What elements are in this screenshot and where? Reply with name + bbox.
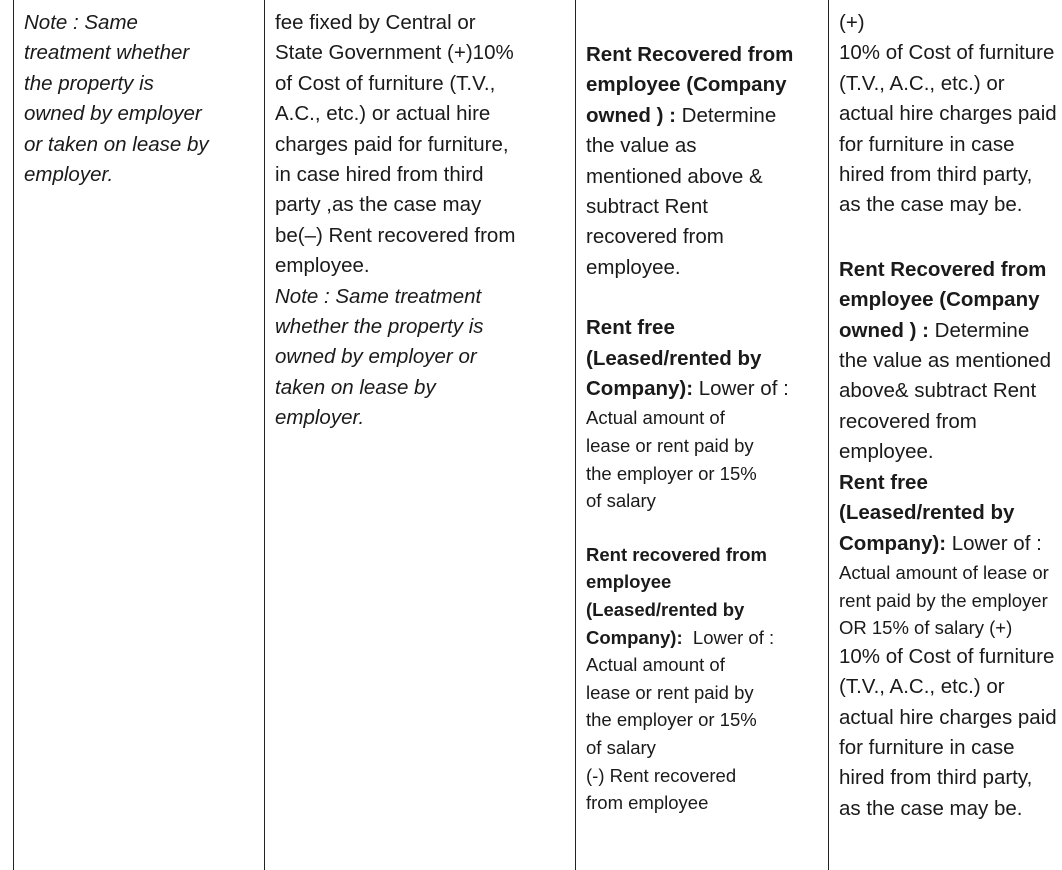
text-line: employer.: [275, 406, 365, 430]
text-line: Note : Same treatment: [275, 284, 482, 308]
block-heading: (Leased/rented by: [586, 346, 762, 370]
text-line: of salary: [586, 737, 656, 758]
text-line: (T.V., A.C., etc.) or: [839, 71, 1005, 95]
text-line: State Government (+)10%: [275, 41, 514, 65]
text-line: owned by employer: [24, 102, 202, 126]
spacer: [586, 283, 822, 313]
spacer: [586, 515, 822, 541]
text-line: for furniture in case: [839, 735, 1015, 759]
text-line: party ,as the case may: [275, 193, 482, 217]
text-line: Lower of :: [693, 377, 789, 401]
col1-note: [24, 8, 258, 190]
col3-block-company-owned: [586, 40, 822, 283]
block-heading: (Leased/rented by: [839, 501, 1015, 525]
text-line: actual hire charges paid: [839, 102, 1057, 126]
text-line: Actual amount of: [586, 654, 725, 676]
text-line: lease or rent paid by: [586, 435, 754, 457]
block-heading: employee: [586, 571, 672, 593]
text-line: employee.: [586, 255, 681, 279]
text-line: 10% of Cost of furniture: [839, 41, 1055, 65]
block-heading: Rent Recovered from: [839, 257, 1047, 281]
col4-block-rent-free-leased: [839, 468, 1062, 824]
block-heading: Company):: [586, 626, 683, 648]
block-heading: Rent Recovered from: [586, 43, 794, 66]
text-line: the employer or 15%: [586, 462, 757, 484]
text-line: or taken on lease by: [24, 132, 209, 156]
text-line: charges paid for furniture,: [275, 132, 509, 156]
table-cell-col2: [265, 0, 576, 870]
text-line: fee fixed by Central or: [275, 11, 476, 34]
text-line: Actual amount of: [586, 407, 725, 429]
text-line: for furniture in case: [839, 132, 1015, 156]
text-line: recovered from: [586, 225, 724, 249]
text-line: rent paid by the employer: [839, 589, 1048, 611]
perquisite-valuation-table: [13, 0, 1062, 870]
text-line: Determine: [675, 103, 777, 127]
text-line: Determine: [928, 318, 1030, 342]
block-heading: employee (Company: [586, 73, 787, 97]
text-line: actual hire charges paid: [839, 705, 1057, 729]
col3-block-rent-recovered-leased: [586, 541, 822, 817]
col4-top: [839, 8, 1062, 221]
text-line: employee.: [275, 254, 370, 278]
col2-note: [275, 282, 569, 434]
text-line: in case hired from third: [275, 163, 484, 187]
text-line: treatment whether: [24, 41, 190, 65]
block-heading: owned ) :: [586, 103, 676, 127]
text-line: as the case may be.: [839, 796, 1023, 820]
text-line: employer.: [24, 163, 114, 187]
col2-body: [275, 8, 569, 282]
text-line: Lower of :: [946, 531, 1042, 555]
text-line: the value as mentioned: [839, 349, 1051, 373]
text-line: recovered from: [839, 409, 977, 433]
table-cell-col4: [829, 0, 1062, 870]
block-heading: Company):: [586, 377, 694, 401]
col3-block-rent-free-leased: [586, 313, 822, 515]
text-line: the value as: [586, 134, 697, 158]
block-heading: Rent free: [586, 316, 675, 340]
text-line: (+): [839, 11, 865, 34]
text-line: be(–) Rent recovered from: [275, 223, 516, 247]
block-heading: Company):: [839, 531, 947, 555]
text-line: hired from third party,: [839, 163, 1033, 187]
text-line: from employee: [586, 792, 709, 814]
block-heading: owned ) :: [839, 318, 929, 342]
block-heading: Rent free: [839, 470, 928, 494]
text-line: of Cost of furniture (T.V.,: [275, 71, 496, 95]
block-heading: employee (Company: [839, 288, 1040, 312]
table-cell-col3: [576, 0, 829, 870]
table-row: [14, 0, 1062, 870]
text-line: employee.: [839, 440, 934, 464]
spacer: [839, 221, 1062, 255]
text-line: whether the property is: [275, 315, 484, 339]
text-line: subtract Rent: [586, 195, 708, 219]
text-line: owned by employer or: [275, 345, 477, 369]
text-line: Actual amount of lease or: [839, 561, 1049, 583]
block-heading: (Leased/rented by: [586, 599, 745, 621]
text-line: taken on lease by: [275, 375, 436, 399]
text-line: the property is: [24, 71, 154, 95]
text-line: Lower of :: [682, 626, 775, 648]
table-cell-col1: [14, 0, 265, 870]
text-line: above& subtract Rent: [839, 379, 1037, 403]
text-line: mentioned above &: [586, 164, 763, 188]
text-line: hired from third party,: [839, 766, 1033, 790]
text-line: OR 15% of salary (+): [839, 617, 1013, 639]
col4-block-company-owned: [839, 255, 1062, 468]
text-line: A.C., etc.) or actual hire: [275, 102, 491, 126]
text-line: 10% of Cost of furniture: [839, 644, 1055, 668]
text-line: (T.V., A.C., etc.) or: [839, 675, 1005, 699]
text-line: (-) Rent recovered: [586, 764, 737, 786]
block-heading: Rent recovered from: [586, 543, 767, 565]
text-line: as the case may be.: [839, 193, 1023, 217]
text-line: lease or rent paid by: [586, 681, 754, 703]
text-line: the employer or 15%: [586, 709, 757, 731]
text-line: of salary: [586, 490, 656, 512]
text-line: Note : Same: [24, 11, 138, 34]
